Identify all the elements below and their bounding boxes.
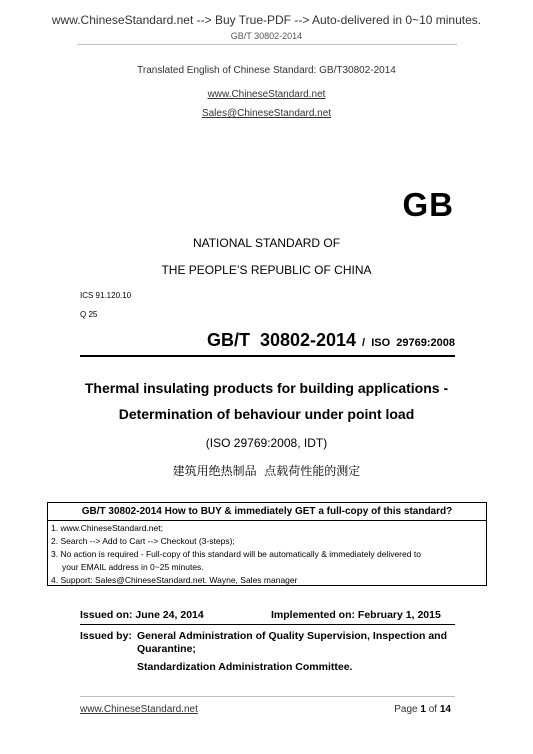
buy-box-heading: GB/T 30802-2014 How to BUY & immediately GET a full-copy of this standard? — [81, 506, 453, 517]
header-website-link[interactable]: www.ChineseStandard.net — [207, 89, 326, 100]
header-email-row — [0, 103, 533, 121]
title-divider — [80, 355, 455, 357]
standard-number — [207, 330, 455, 351]
issued-by-label: Issued by: — [80, 630, 132, 642]
standard-number-iso: / ISO 29769:2008 — [362, 337, 455, 349]
standard-number-main: GB/T 30802-2014 — [206, 330, 357, 350]
issued-by-org-line2: Quarantine; — [137, 643, 196, 655]
translated-note: Translated English of Chinese Standard: GB/T30802-2014 — [137, 65, 396, 76]
header-email-link[interactable]: Sales@ChineseStandard.net — [201, 108, 332, 119]
buy-instructions-box — [47, 502, 487, 586]
buy-step-2: 2. Search --> Add to Cart --> Checkout (3-steps); — [51, 536, 235, 546]
top-banner[interactable]: www.ChineseStandard.net --> Buy True-PDF --> Auto-delivered in 0~10 minutes. — [51, 13, 482, 27]
issued-by-org-line1: General Administration of Quality Supervision, Inspection and — [137, 630, 447, 642]
buy-step-3-continued: your EMAIL address in 0~25 minutes. — [62, 562, 204, 572]
page-indicator — [394, 704, 451, 715]
title-line2: Determination of behaviour under point load — [118, 406, 415, 422]
buy-step-4[interactable]: 4. Support: Sales@ChineseStandard.net. Wayne, Sales manager — [51, 575, 298, 585]
buy-box-divider — [48, 520, 486, 521]
dates-divider — [80, 624, 455, 625]
header-website-row — [0, 84, 533, 102]
document-code-header: GB/T 30802-2014 — [230, 31, 303, 41]
page-of: of — [428, 704, 438, 715]
footer-website-link[interactable]: www.ChineseStandard.net — [80, 704, 198, 715]
national-standard-line1: NATIONAL STANDARD OF — [192, 236, 341, 250]
national-standard-line2: THE PEOPLE’S REPUBLIC OF CHINA — [161, 263, 372, 277]
ccs-code: Q 25 — [80, 310, 98, 319]
buy-steps-list — [51, 522, 421, 587]
chinese-title: 建筑用绝热制品 点载荷性能的测定 — [172, 464, 361, 478]
implemented-on-date: Implemented on: February 1, 2015 — [271, 609, 441, 621]
buy-step-1[interactable]: 1. www.ChineseStandard.net; — [51, 523, 163, 533]
iso-reference: (ISO 29769:2008, IDT) — [205, 436, 328, 450]
gb-logo: GB — [402, 186, 454, 223]
header-divider — [77, 44, 457, 45]
issued-on-date: Issued on: June 24, 2014 — [80, 609, 204, 621]
footer-divider — [80, 696, 455, 697]
page-current: 1 — [420, 704, 426, 715]
page-label: Page — [394, 704, 418, 715]
title-line1: Thermal insulating products for building applications - — [84, 380, 449, 396]
buy-step-3: 3. No action is required - Full-copy of this standard will be automatically & immediately delivered to — [51, 549, 421, 559]
issued-by-org-line3: Standardization Administration Committee. — [137, 661, 353, 673]
page-total: 14 — [439, 704, 451, 715]
ics-code: ICS 91.120.10 — [80, 291, 132, 300]
